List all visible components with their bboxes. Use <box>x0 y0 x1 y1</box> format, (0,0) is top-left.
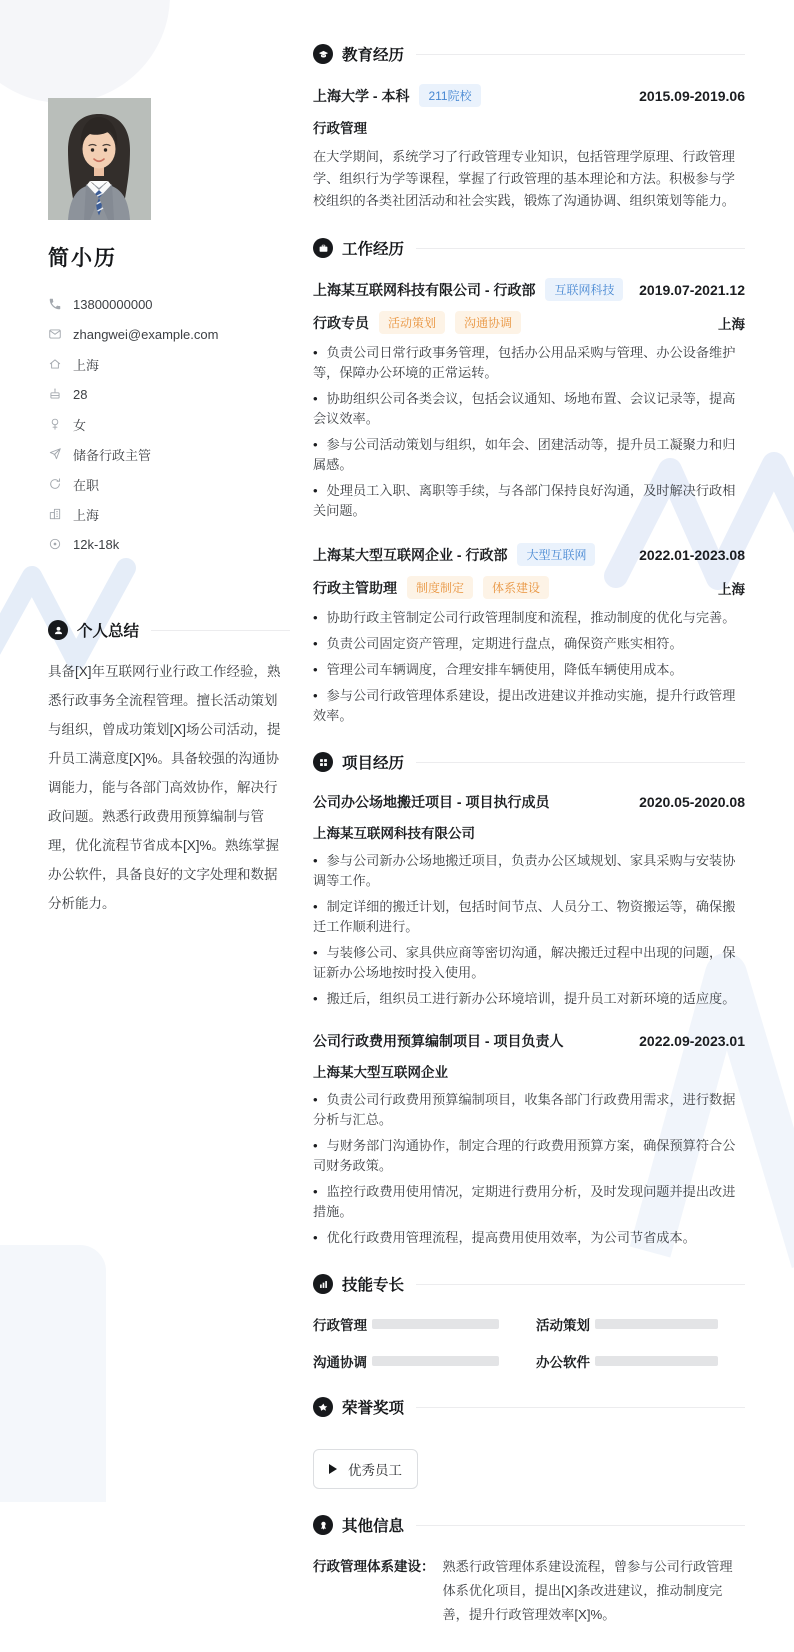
section-divider <box>416 54 745 55</box>
bullet-item: • 优化行政费用管理流程，提高费用使用效率，为公司节省成本。 <box>313 1228 745 1248</box>
project-company: 上海某大型互联网企业 <box>313 1065 448 1080</box>
section-other <box>313 1514 745 1627</box>
contact-city-value: 上海 <box>73 507 100 523</box>
skill-progress-bar <box>595 1319 718 1329</box>
phone-icon <box>48 297 62 311</box>
project-name: 公司行政费用预算编制项目 - 项目负责人 <box>313 1033 564 1049</box>
skill-progress-bar <box>595 1356 718 1366</box>
work-title: 工作经历 <box>342 241 405 258</box>
section-projects <box>313 751 745 1248</box>
project-date: 2020.05-2020.08 <box>639 794 745 810</box>
education-description: 在大学期间，系统学习了行政管理专业知识，包括管理学原理、行政管理学、组织行为学等课程，掌握了行政管理的基本理论和方法。积极参与学校组织的各类社团活动和社会实践，锻炼了沟通协调、组织策划等能力。 <box>313 149 735 208</box>
corner-circle-decoration <box>0 0 170 103</box>
projects-header <box>313 751 745 773</box>
contact-salary-value: 12k-18k <box>73 536 120 552</box>
profile-photo <box>48 98 151 220</box>
company-name: 上海某互联网科技有限公司 - 行政部 <box>313 281 536 298</box>
project-name: 公司办公场地搬迁项目 - 项目执行成员 <box>313 794 550 810</box>
briefcase-icon <box>313 238 333 258</box>
company-tag: 大型互联网 <box>517 543 595 566</box>
bullet-item: • 负责公司固定资产管理，定期进行盘点，确保资产账实相符。 <box>313 634 745 654</box>
section-honors <box>313 1396 745 1489</box>
role-tag: 活动策划 <box>379 311 445 334</box>
bullet-item: • 搬迁后，组织员工进行新办公环境培训，提升员工对新环境的适应度。 <box>313 989 745 1009</box>
work-date: 2019.07-2021.12 <box>639 281 745 298</box>
grid-icon <box>313 752 333 772</box>
contact-target-job-value: 储备行政主管 <box>73 447 152 463</box>
contact-salary <box>48 529 290 559</box>
skill-item <box>536 1314 718 1334</box>
age-icon <box>48 387 62 401</box>
work-location: 上海 <box>718 316 745 332</box>
bullet-item: • 与装修公司、家具供应商等密切沟通，解决搬迁过程中出现的问题，保证新办公场地按时投入使用。 <box>313 943 745 983</box>
honors-title: 荣誉奖项 <box>342 1400 405 1417</box>
bullet-item: • 参与公司新办公场地搬迁项目，负责办公区域规划、家具采购与安装协调等工作。 <box>313 851 745 891</box>
skill-item <box>313 1351 499 1371</box>
contact-gender-value: 女 <box>73 417 87 433</box>
work-date: 2022.01-2023.08 <box>639 546 745 563</box>
skill-label: 活动策划 <box>536 1318 590 1333</box>
target-job-icon <box>48 447 62 461</box>
section-education <box>313 43 745 212</box>
work-entry-role-row <box>313 311 745 334</box>
work-entry-company-row <box>313 278 745 301</box>
role-tag: 体系建设 <box>483 576 549 599</box>
role-name: 行政专员 <box>313 314 369 331</box>
skill-label: 行政管理 <box>313 1318 367 1333</box>
contact-gender <box>48 409 290 439</box>
projects-title: 项目经历 <box>342 755 405 772</box>
portrait-illustration <box>48 98 151 220</box>
other-info-row <box>313 1555 745 1627</box>
section-divider <box>416 762 745 763</box>
skill-label: 办公软件 <box>536 1355 590 1370</box>
graduation-cap-icon <box>313 44 333 64</box>
role-name: 行政主管助理 <box>313 579 397 596</box>
work-entry <box>313 278 745 521</box>
skills-title: 技能专长 <box>342 1277 405 1294</box>
gender-icon <box>48 417 62 431</box>
summary-title: 个人总结 <box>77 623 140 640</box>
summary-text: 具备[X]年互联网行业行政工作经验，熟悉行政事务全流程管理。擅长活动策划与组织，曾成功策划[X]场公司活动，提升员工满意度[X]%。具备较强的沟通协调能力，能与各部门高效协作，解决行政问题。熟悉行政费用预算编制与管理，优化流程节省成本[X]%。熟练掌握办公软件，具备良好的文字处理和数据分析能力。 <box>48 664 281 911</box>
company-name: 上海某大型互联网企业 - 行政部 <box>313 546 508 563</box>
section-divider <box>416 1525 745 1526</box>
bullet-item: • 与财务部门沟通协作，制定合理的行政费用预算方案，确保预算符合公司财务政策。 <box>313 1136 745 1176</box>
education-entry-row <box>313 84 745 107</box>
company-tag: 互联网科技 <box>545 278 623 301</box>
honors-header <box>313 1396 745 1418</box>
play-triangle-icon <box>329 1464 337 1474</box>
contact-age <box>48 379 290 409</box>
skills-grid <box>313 1314 745 1371</box>
section-divider <box>416 1407 745 1408</box>
work-header <box>313 237 745 259</box>
bar-chart-icon <box>313 1274 333 1294</box>
sidebar <box>48 98 290 918</box>
contact-target-job <box>48 439 290 469</box>
project-bullets <box>313 851 745 1009</box>
bullet-item: • 负责公司行政费用预算编制项目，收集各部门行政费用需求，进行数据分析与汇总。 <box>313 1090 745 1130</box>
other-info-label: 行政管理体系建设： <box>313 1559 435 1574</box>
medal-icon <box>313 1515 333 1535</box>
section-divider <box>416 1284 745 1285</box>
work-bullets <box>313 608 745 726</box>
bullet-item: • 制定详细的搬迁计划，包括时间节点、人员分工、物资搬运等，确保搬迁工作顺利进行。 <box>313 897 745 937</box>
education-header <box>313 43 745 65</box>
salary-icon <box>48 537 62 551</box>
bullet-item: • 管理公司车辆调度，合理安排车辆使用，降低车辆使用成本。 <box>313 660 745 680</box>
school-tag: 211院校 <box>419 84 480 107</box>
project-bullets <box>313 1090 745 1248</box>
resume-main <box>313 43 745 1652</box>
school-name: 上海大学 - 本科 <box>313 87 410 104</box>
project-date: 2022.09-2023.01 <box>639 1033 745 1049</box>
bullet-item: • 处理员工入职、离职等手续，与各部门保持良好沟通，及时解决行政相关问题。 <box>313 481 745 521</box>
role-tag: 沟通协调 <box>455 311 521 334</box>
user-icon <box>48 620 68 640</box>
skill-progress-bar <box>372 1356 499 1366</box>
bullet-item: • 参与公司活动策划与组织，如年会、团建活动等，提升员工凝聚力和归属感。 <box>313 435 745 475</box>
work-entry-role-row <box>313 576 745 599</box>
section-divider <box>151 630 290 631</box>
skill-item <box>536 1351 718 1371</box>
project-title-row <box>313 1031 745 1051</box>
bottom-left-decoration <box>0 1245 106 1502</box>
email-icon <box>48 327 62 341</box>
contact-job-status-value: 在职 <box>73 477 100 493</box>
honor-label: 优秀员工 <box>348 1463 402 1478</box>
project-title-row <box>313 792 745 812</box>
project-entry <box>313 792 745 1009</box>
bullet-item: • 负责公司日常行政事务管理，包括办公用品采购与管理、办公设备维护等，保障办公环境的正常运转。 <box>313 343 745 383</box>
contact-job-status <box>48 469 290 499</box>
contact-email-value: zhangwei@example.com <box>73 326 219 342</box>
bullet-item: • 参与公司行政管理体系建设，提出改进建议并推动实施，提升行政管理效率。 <box>313 686 745 726</box>
other-title: 其他信息 <box>342 1518 405 1535</box>
work-location: 上海 <box>718 581 745 597</box>
work-entry-company-row <box>313 543 745 566</box>
contact-age-value: 28 <box>73 386 88 402</box>
job-status-icon <box>48 477 62 491</box>
honor-chip[interactable] <box>313 1449 418 1489</box>
other-info-text: 熟悉行政管理体系建设流程，曾参与公司行政管理体系优化项目，提出[X]条改进建议，推动制度完善，提升行政管理效率[X]%。 <box>442 1559 733 1622</box>
candidate-name: 简小历 <box>48 247 117 270</box>
bullet-item: • 协助行政主管制定公司行政管理制度和流程，推动制度的优化与完善。 <box>313 608 745 628</box>
contact-phone <box>48 289 290 319</box>
bullet-item: • 协助组织公司各类会议，包括会议通知、场地布置、会议记录等，提高会议效率。 <box>313 389 745 429</box>
education-title: 教育经历 <box>342 47 405 64</box>
contact-email <box>48 319 290 349</box>
contact-location <box>48 349 290 379</box>
bullet-item: • 监控行政费用使用情况，定期进行费用分析，及时发现问题并提出改进措施。 <box>313 1182 745 1222</box>
section-divider <box>416 248 745 249</box>
other-header <box>313 1514 745 1536</box>
section-work <box>313 237 745 726</box>
skill-item <box>313 1314 499 1334</box>
project-entry <box>313 1031 745 1248</box>
skill-label: 沟通协调 <box>313 1355 367 1370</box>
section-skills <box>313 1273 745 1371</box>
home-icon <box>48 357 62 371</box>
skills-header <box>313 1273 745 1295</box>
star-icon <box>313 1397 333 1417</box>
education-major: 行政管理 <box>313 121 367 136</box>
contact-list <box>48 289 290 559</box>
education-date: 2015.09-2019.06 <box>639 87 745 104</box>
contact-location-value: 上海 <box>73 357 100 373</box>
contact-city <box>48 499 290 529</box>
skill-progress-bar <box>372 1319 499 1329</box>
work-entry <box>313 543 745 726</box>
work-bullets <box>313 343 745 521</box>
city-icon <box>48 507 62 521</box>
project-company: 上海某互联网科技有限公司 <box>313 826 475 841</box>
role-tag: 制度制定 <box>407 576 473 599</box>
summary-header <box>48 619 290 641</box>
contact-phone-value: 13800000000 <box>73 296 153 312</box>
